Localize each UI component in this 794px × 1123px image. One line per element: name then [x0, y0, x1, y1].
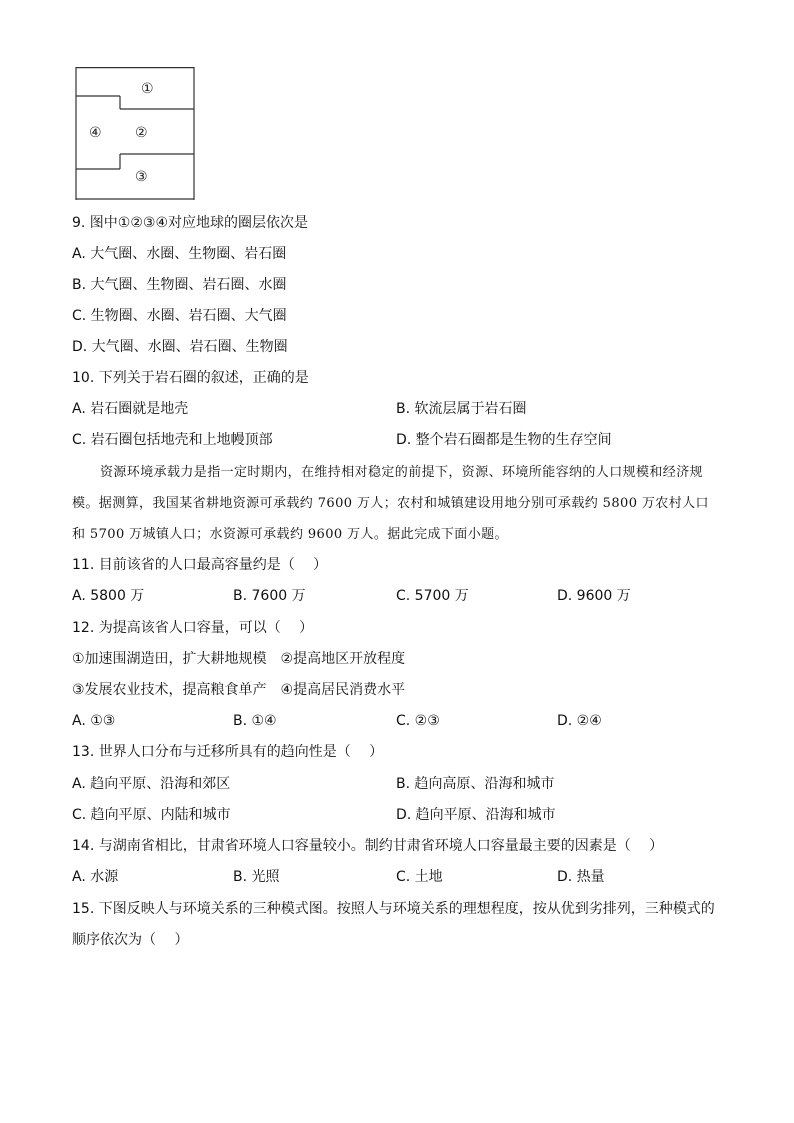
q12-option-c: C. ②③	[396, 713, 440, 729]
q9-option-d: D. 大气圈、水圈、岩石圈、生物圈	[72, 339, 288, 355]
q9-option-b: B. 大气圈、生物圈、岩石圈、水圈	[72, 277, 287, 293]
q12-option-d: D. ②④	[557, 713, 602, 729]
diagram-label-4: ④	[89, 125, 102, 141]
q14-option-c: C. 土地	[396, 869, 443, 885]
diagram-label-2: ②	[135, 125, 148, 141]
q10-option-a: A. 岩石圈就是地壳	[72, 401, 189, 417]
q9-option-a: A. 大气圈、水圈、生物圈、岩石圈	[72, 246, 287, 262]
q11-option-b: B. 7600 万	[233, 588, 306, 604]
q12-statements-line-1: ①加速围湖造田，扩大耕地规模 ②提高地区开放程度	[72, 651, 406, 667]
diagram-label-1: ①	[141, 81, 154, 97]
q12-option-a: A. ①③	[72, 713, 116, 729]
q11-option-a: A. 5800 万	[72, 588, 145, 604]
q11-option-d: D. 9600 万	[557, 588, 631, 604]
q13-option-d: D. 趋向平原、沿海和城市	[396, 807, 556, 823]
q9-stem: 9. 图中①②③④对应地球的圈层依次是	[72, 215, 309, 231]
q14-option-a: A. 水源	[72, 869, 119, 885]
q10-option-d: D. 整个岩石圈都是生物的生存空间	[396, 432, 612, 448]
q14-option-d: D. 热量	[557, 869, 605, 885]
q13-option-c: C. 趋向平原、内陆和城市	[72, 807, 231, 823]
q15-stem-line-1: 15. 下图反映人与环境关系的三种模式图。按照人与环境关系的理想程度，按从优到劣排列，三种模式的	[72, 901, 715, 917]
q11-option-c: C. 5700 万	[396, 588, 469, 604]
q11-stem: 11. 目前该省的人口最高容量约是（ ）	[72, 557, 328, 573]
q15-stem-line-2: 顺序依次为（ ）	[72, 932, 189, 948]
reading-passage: 资源环境承载力是指一定时期内，在维持相对稳定的前提下，资源、环境所能容纳的人口规模和经济规模。据测算，我国某省耕地资源可承载约 7600 万人；农村和城镇建设用地分别可承载约 5800 万农村人口和 5700 万城镇人口；水资源可承载约 9600 万人。据此完成下面小题。	[72, 465, 709, 542]
q10-stem: 10. 下列关于岩石圈的叙述，正确的是	[72, 370, 309, 386]
q13-option-b: B. 趋向高原、沿海和城市	[396, 776, 555, 792]
q12-statements-line-2: ③发展农业技术，提高粮食单产 ④提高居民消费水平	[72, 682, 406, 698]
q10-option-b: B. 软流层属于岩石圈	[396, 401, 527, 417]
q9-option-c: C. 生物圈、水圈、岩石圈、大气圈	[72, 308, 287, 324]
q14-option-b: B. 光照	[233, 869, 280, 885]
diagram-label-3: ③	[135, 169, 148, 185]
q13-stem: 13. 世界人口分布与迁移所具有的趋向性是（ ）	[72, 744, 384, 760]
q12-stem: 12. 为提高该省人口容量，可以（ ）	[72, 620, 314, 636]
q10-option-c: C. 岩石圈包括地壳和上地幔顶部	[72, 432, 273, 448]
earth-spheres-diagram	[75, 67, 195, 200]
q13-option-a: A. 趋向平原、沿海和郊区	[72, 776, 231, 792]
q12-option-b: B. ①④	[233, 713, 277, 729]
q14-stem: 14. 与湖南省相比，甘肃省环境人口容量较小。制约甘肃省环境人口容量最主要的因素是（ ）	[72, 838, 664, 854]
